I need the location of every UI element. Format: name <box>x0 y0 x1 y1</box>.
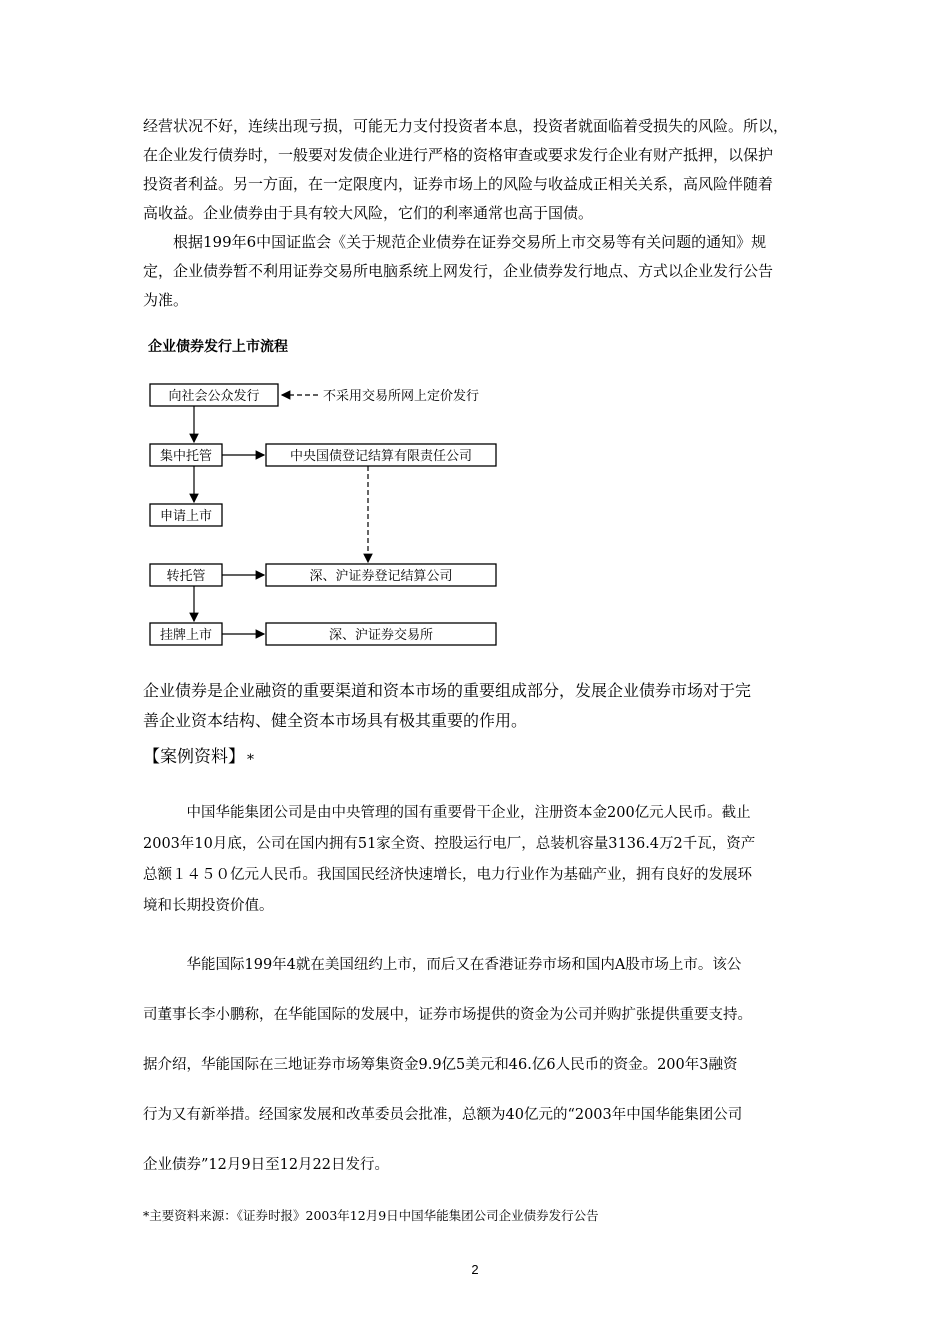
flow-box-central-depository <box>266 444 496 466</box>
text-line: 在企业发行债券时，一般要对发债企业进行严格的资格审查或要求发行企业有财产抵押，以保护 <box>143 146 774 164</box>
page-number: 2 <box>471 1262 479 1277</box>
flowchart-title: 企业债券发行上市流程 <box>148 339 288 355</box>
flow-box-public-offering <box>150 384 278 406</box>
case-paragraph-2 <box>143 940 823 1190</box>
flow-box-label: 中央国债登记结算有限责任公司 <box>289 449 473 464</box>
text-line: 行为又有新举措。经国家发展和改革委员会批准，总额为40亿元的“2003年中国华能集团公司 <box>143 1107 743 1123</box>
issuance-flowchart <box>140 372 540 652</box>
flow-box-label: 深、沪证券登记结算公司 <box>309 569 453 584</box>
text-line: 为准。 <box>143 291 189 309</box>
flow-box-stock-exchange <box>266 623 496 645</box>
text-line: 经营状况不好，连续出现亏损，可能无力支付投资者本息，投资者就面临着受损失的风险。所以， <box>143 117 789 135</box>
summary-paragraph <box>143 676 823 736</box>
text-line: 投资者利益。另一方面，在一定限度内，证券市场上的风险与收益成正相关关系，高风险伴随着 <box>143 175 774 193</box>
flow-box-label: 挂牌上市 <box>159 628 213 643</box>
intro-paragraph-2 <box>143 228 823 315</box>
case-paragraph-1 <box>143 798 823 922</box>
text-line: 总额１４５０亿元人民币。我国国民经济快速增长，电力行业作为基础产业，拥有良好的发展环 <box>143 867 752 883</box>
flow-box-apply-listing <box>150 504 222 526</box>
flow-box-label: 集中托管 <box>159 449 213 464</box>
text-line: 企业债券”12月9日至12月22日发行。 <box>143 1157 389 1173</box>
text-line: 中国华能集团公司是由中央管理的国有重要骨干企业，注册资本金200亿元人民币。截止 <box>143 805 751 821</box>
text-line: 2003年10月底，公司在国内拥有51家全资、控股运行电厂，总装机容量3136.4万2千瓦，资产 <box>143 836 756 852</box>
flow-box-custody <box>150 444 222 466</box>
footnote-mark: * <box>247 752 254 768</box>
intro-paragraph-1 <box>143 112 823 228</box>
flow-box-label: 深、沪证券交易所 <box>328 628 434 643</box>
flow-box-label: 向社会公众发行 <box>168 389 260 404</box>
text-line: 高收益。企业债券由于具有较大风险，它们的利率通常也高于国债。 <box>143 204 594 222</box>
case-heading <box>143 742 254 768</box>
text-line: 企业债券是企业融资的重要渠道和资本市场的重要组成部分，发展企业债券市场对于完 <box>143 681 752 700</box>
flow-box-label: 申请上市 <box>159 509 213 524</box>
text-line: 善企业资本结构、健全资本市场具有极其重要的作用。 <box>143 711 528 730</box>
text-line: 境和长期投资价值。 <box>143 898 274 914</box>
text-line: 司董事长李小鹏称，在华能国际的发展中，证券市场提供的资金为公司并购扩张提供重要支持。 <box>143 1007 752 1023</box>
footnote: *主要资料来源：《证券时报》2003年12月9日中国华能集团公司企业债券发行公告 <box>143 1208 599 1223</box>
text-line: 根据199年6中国证监会《关于规范企业债券在证券交易所上市交易等有关问题的通知》规 <box>143 233 767 251</box>
flow-box-clearing-company <box>266 564 496 586</box>
text-line: 定，企业债券暂不利用证券交易所电脑系统上网发行，企业债券发行地点、方式以企业发行公告 <box>143 262 774 280</box>
flow-box-listing <box>150 623 222 645</box>
text-line: 据介绍，华能国际在三地证券市场筹集资金9.9亿5美元和46.亿6人民币的资金。200年3融资 <box>143 1057 738 1073</box>
case-heading-text: 【案例资料】 <box>143 747 245 767</box>
flow-box-label: 转托管 <box>166 569 206 584</box>
flow-box-transfer-custody <box>150 564 222 586</box>
flow-note: 不采用交易所网上定价发行 <box>323 389 480 404</box>
text-line: 华能国际199年4就在美国纽约上市，而后又在香港证券市场和国内A股市场上市。该公 <box>143 957 742 973</box>
